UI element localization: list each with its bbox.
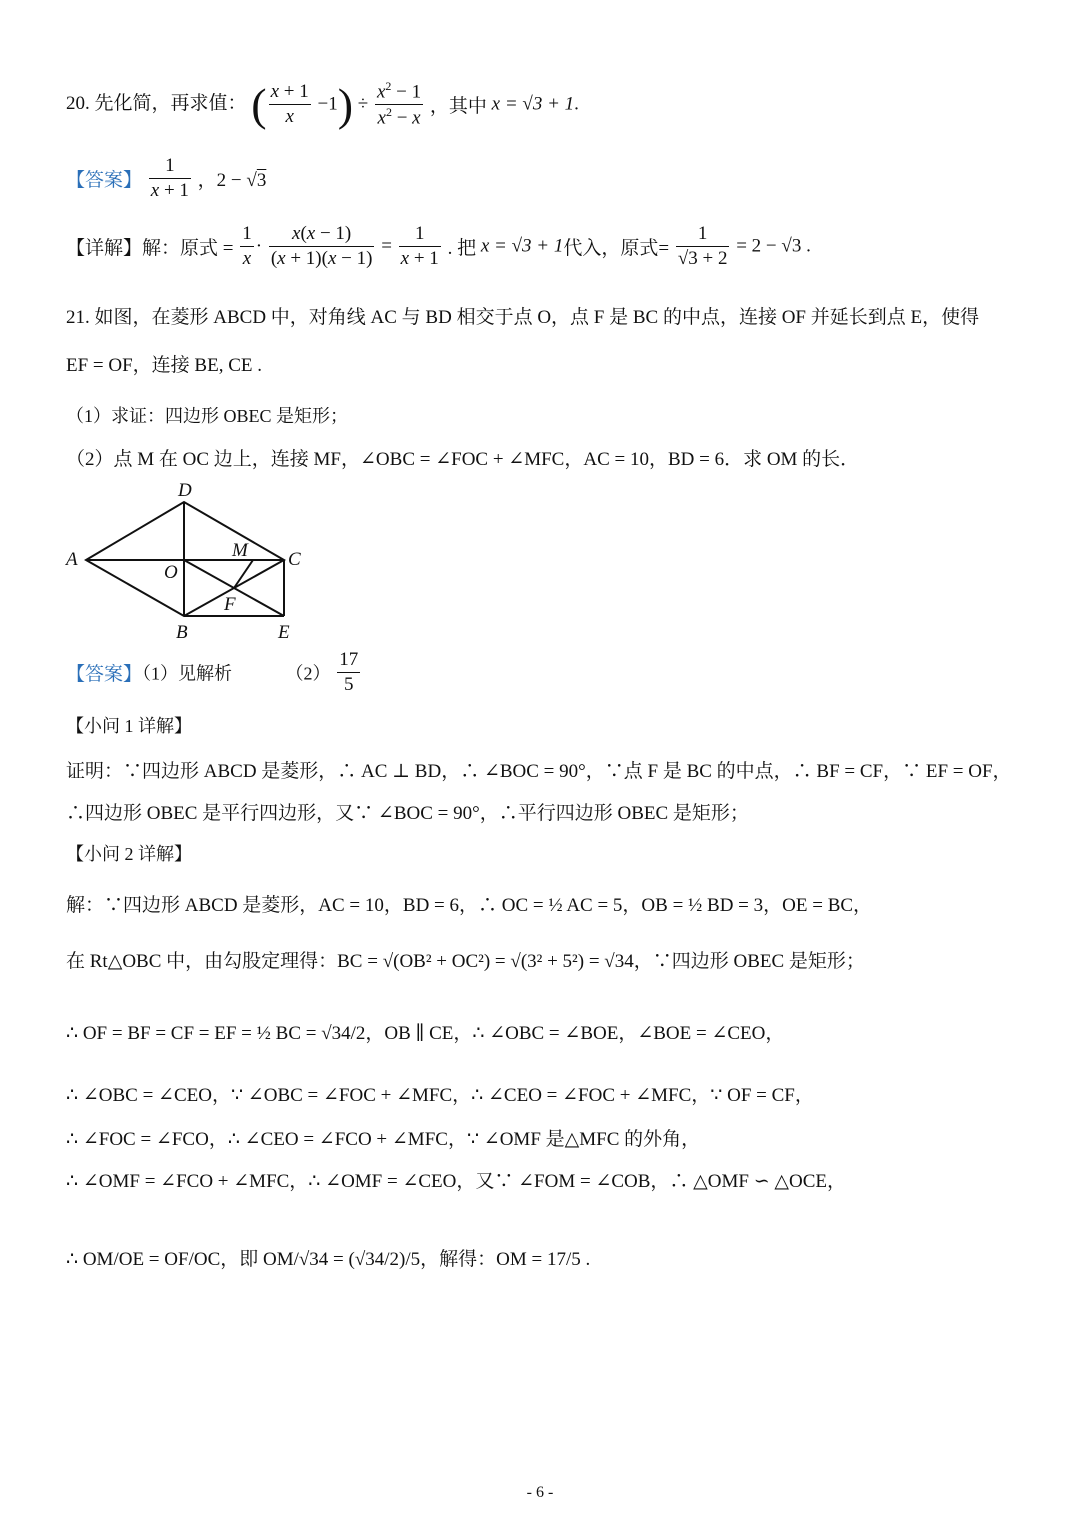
q21-line1: 21. 如图，在菱形 ABCD 中，对角线 AC 与 BD 相交于点 O，点 F 是 BC 的中点，连接 OF 并延长到点 E，使得 <box>66 307 980 328</box>
sub2-line2: 在 Rt△OBC 中，由勾股定理得：BC = √(OB² + OC²) = √(3² + 5²) = √34，∵四边形 OBEC 是矩形； <box>66 951 865 972</box>
q20-stem: 20. 先化简，再求值： ( $\frac{x + 1}{x}$ −1) ÷ $\frac{x^2 - 1}{x^2 - x}$ ，其中 x = √3 + 1. <box>66 78 579 130</box>
q20-stem-value: x = √3 + 1 <box>491 93 575 115</box>
q20-detail-sub: x = √3 + 1 <box>480 235 564 257</box>
sub2-line5: ∴ ∠FOC = ∠FCO，∴ ∠CEO = ∠FCO + ∠MFC，∵ ∠OMF 是△MFC 的外角， <box>66 1129 701 1150</box>
detail-tag: 【详解】 <box>66 237 143 259</box>
sub2-line7: ∴ OM/OE = OF/OC，即 OM/√34 = (√34/2)/5，解得：OM = 17/5 . <box>66 1249 591 1270</box>
frac: $\frac{1}{x + 1}$ <box>400 223 439 269</box>
sub2-line6: ∴ ∠OMF = ∠FCO + ∠MFC，∴ ∠OMF = ∠CEO，又∵ ∠FOM = ∠COB，∴ △OMF ∽ △OCE， <box>66 1171 847 1192</box>
label-a: A <box>66 549 78 570</box>
frac: $\frac{1}{x + 1}$ <box>150 155 189 201</box>
q21-answer-1: （1）见解析 <box>142 663 233 684</box>
q21-line2: EF = OF，连接 BE, CE . <box>66 355 262 376</box>
frac: $\frac{x^2 - 1}{x^2 - x}$ <box>376 78 422 129</box>
sub1-tag: 【小问 1 详解】 <box>66 716 192 736</box>
label-b: B <box>176 622 188 643</box>
sub1-line2: ∴四边形 OBEC 是平行四边形，又∵ ∠BOC = 90°，∴平行四边形 OBEC 是矩形； <box>66 803 749 824</box>
q20-detail-dairu: 代入，原式= <box>563 237 670 259</box>
q20-detail-prefix: 解：原式 = <box>142 237 234 259</box>
label-o: O <box>164 562 178 583</box>
q20-detail-result: = 2 − √3 . <box>736 235 811 257</box>
q21-answer-2-prefix: （2） <box>285 663 331 684</box>
sub2-line3: ∴ OF = BF = CF = EF = ½ BC = √34/2，OB ∥ CE，∴ ∠OBC = ∠BOE，∠BOE = ∠CEO， <box>66 1023 785 1044</box>
sub2-tag: 【小问 2 详解】 <box>66 844 192 864</box>
frac <box>337 648 360 697</box>
frac: $\frac{x(x - 1)}{(x + 1)(x - 1)}$ <box>270 223 373 269</box>
label-e: E <box>278 622 290 643</box>
frac: $\frac{1}{√3 + 2}$ <box>677 223 728 269</box>
frac: $\frac{1}{x}$ <box>242 223 252 269</box>
label-d: D <box>178 480 192 501</box>
label-f: F <box>224 594 236 615</box>
q20-stem-mid: ，其中 <box>429 96 487 117</box>
q21-part1: （1）求证：四边形 OBEC 是矩形； <box>66 406 349 426</box>
rhombus-figure <box>60 478 320 648</box>
answer-tag: 【答案】 <box>66 169 143 191</box>
frac: $\frac{x + 1}{x}$ <box>270 81 309 127</box>
label-m: M <box>232 540 248 561</box>
sub2-line1: 解：∵四边形 ABCD 是菱形，AC = 10，BD = 6，∴ OC = ½ AC = 5，OB = ½ BD = 3，OE = BC， <box>66 895 873 916</box>
sub1-line1: 证明：∵四边形 ABCD 是菱形，∴ AC ⊥ BD，∴ ∠BOC = 90°，∵点 F 是 BC 的中点，∴ BF = CF，∵ EF = OF， <box>66 761 1012 782</box>
q20-stem-prefix: 20. 先化简，再求值： <box>66 92 247 114</box>
q21-answer <box>66 648 362 697</box>
q20-answer: 【答案】 $\frac{1}{x + 1}$ ，2 − √3 <box>66 155 267 201</box>
q20-detail-mid: . 把 <box>447 237 477 259</box>
answer-tag: 【答案】 <box>66 663 143 685</box>
q21-part2: （2）点 M 在 OC 边上，连接 MF，∠OBC = ∠FOC + ∠MFC，AC = 10，BD = 6．求 OM 的长． <box>66 449 860 470</box>
label-c: C <box>288 549 301 570</box>
sub2-line4: ∴ ∠OBC = ∠CEO，∵ ∠OBC = ∠FOC + ∠MFC，∴ ∠CEO = ∠FOC + ∠MFC，∵ OF = CF， <box>66 1085 814 1106</box>
q20-detail: 【详解】解：原式 = $\frac{1}{x}$ · $\frac{x(x - 1)}{(x + 1)(x - 1)}$ = $\frac{1}{x + 1}$ . 把 x = √3 + 1代入，原式= $\frac{1}{√3 + 2}$ = 2 − √3 . <box>66 223 811 269</box>
q21-answer-2-den: 5 <box>344 673 354 695</box>
page-number: - 6 - <box>526 1484 554 1501</box>
q21-answer-2-num: 17 <box>337 648 360 673</box>
